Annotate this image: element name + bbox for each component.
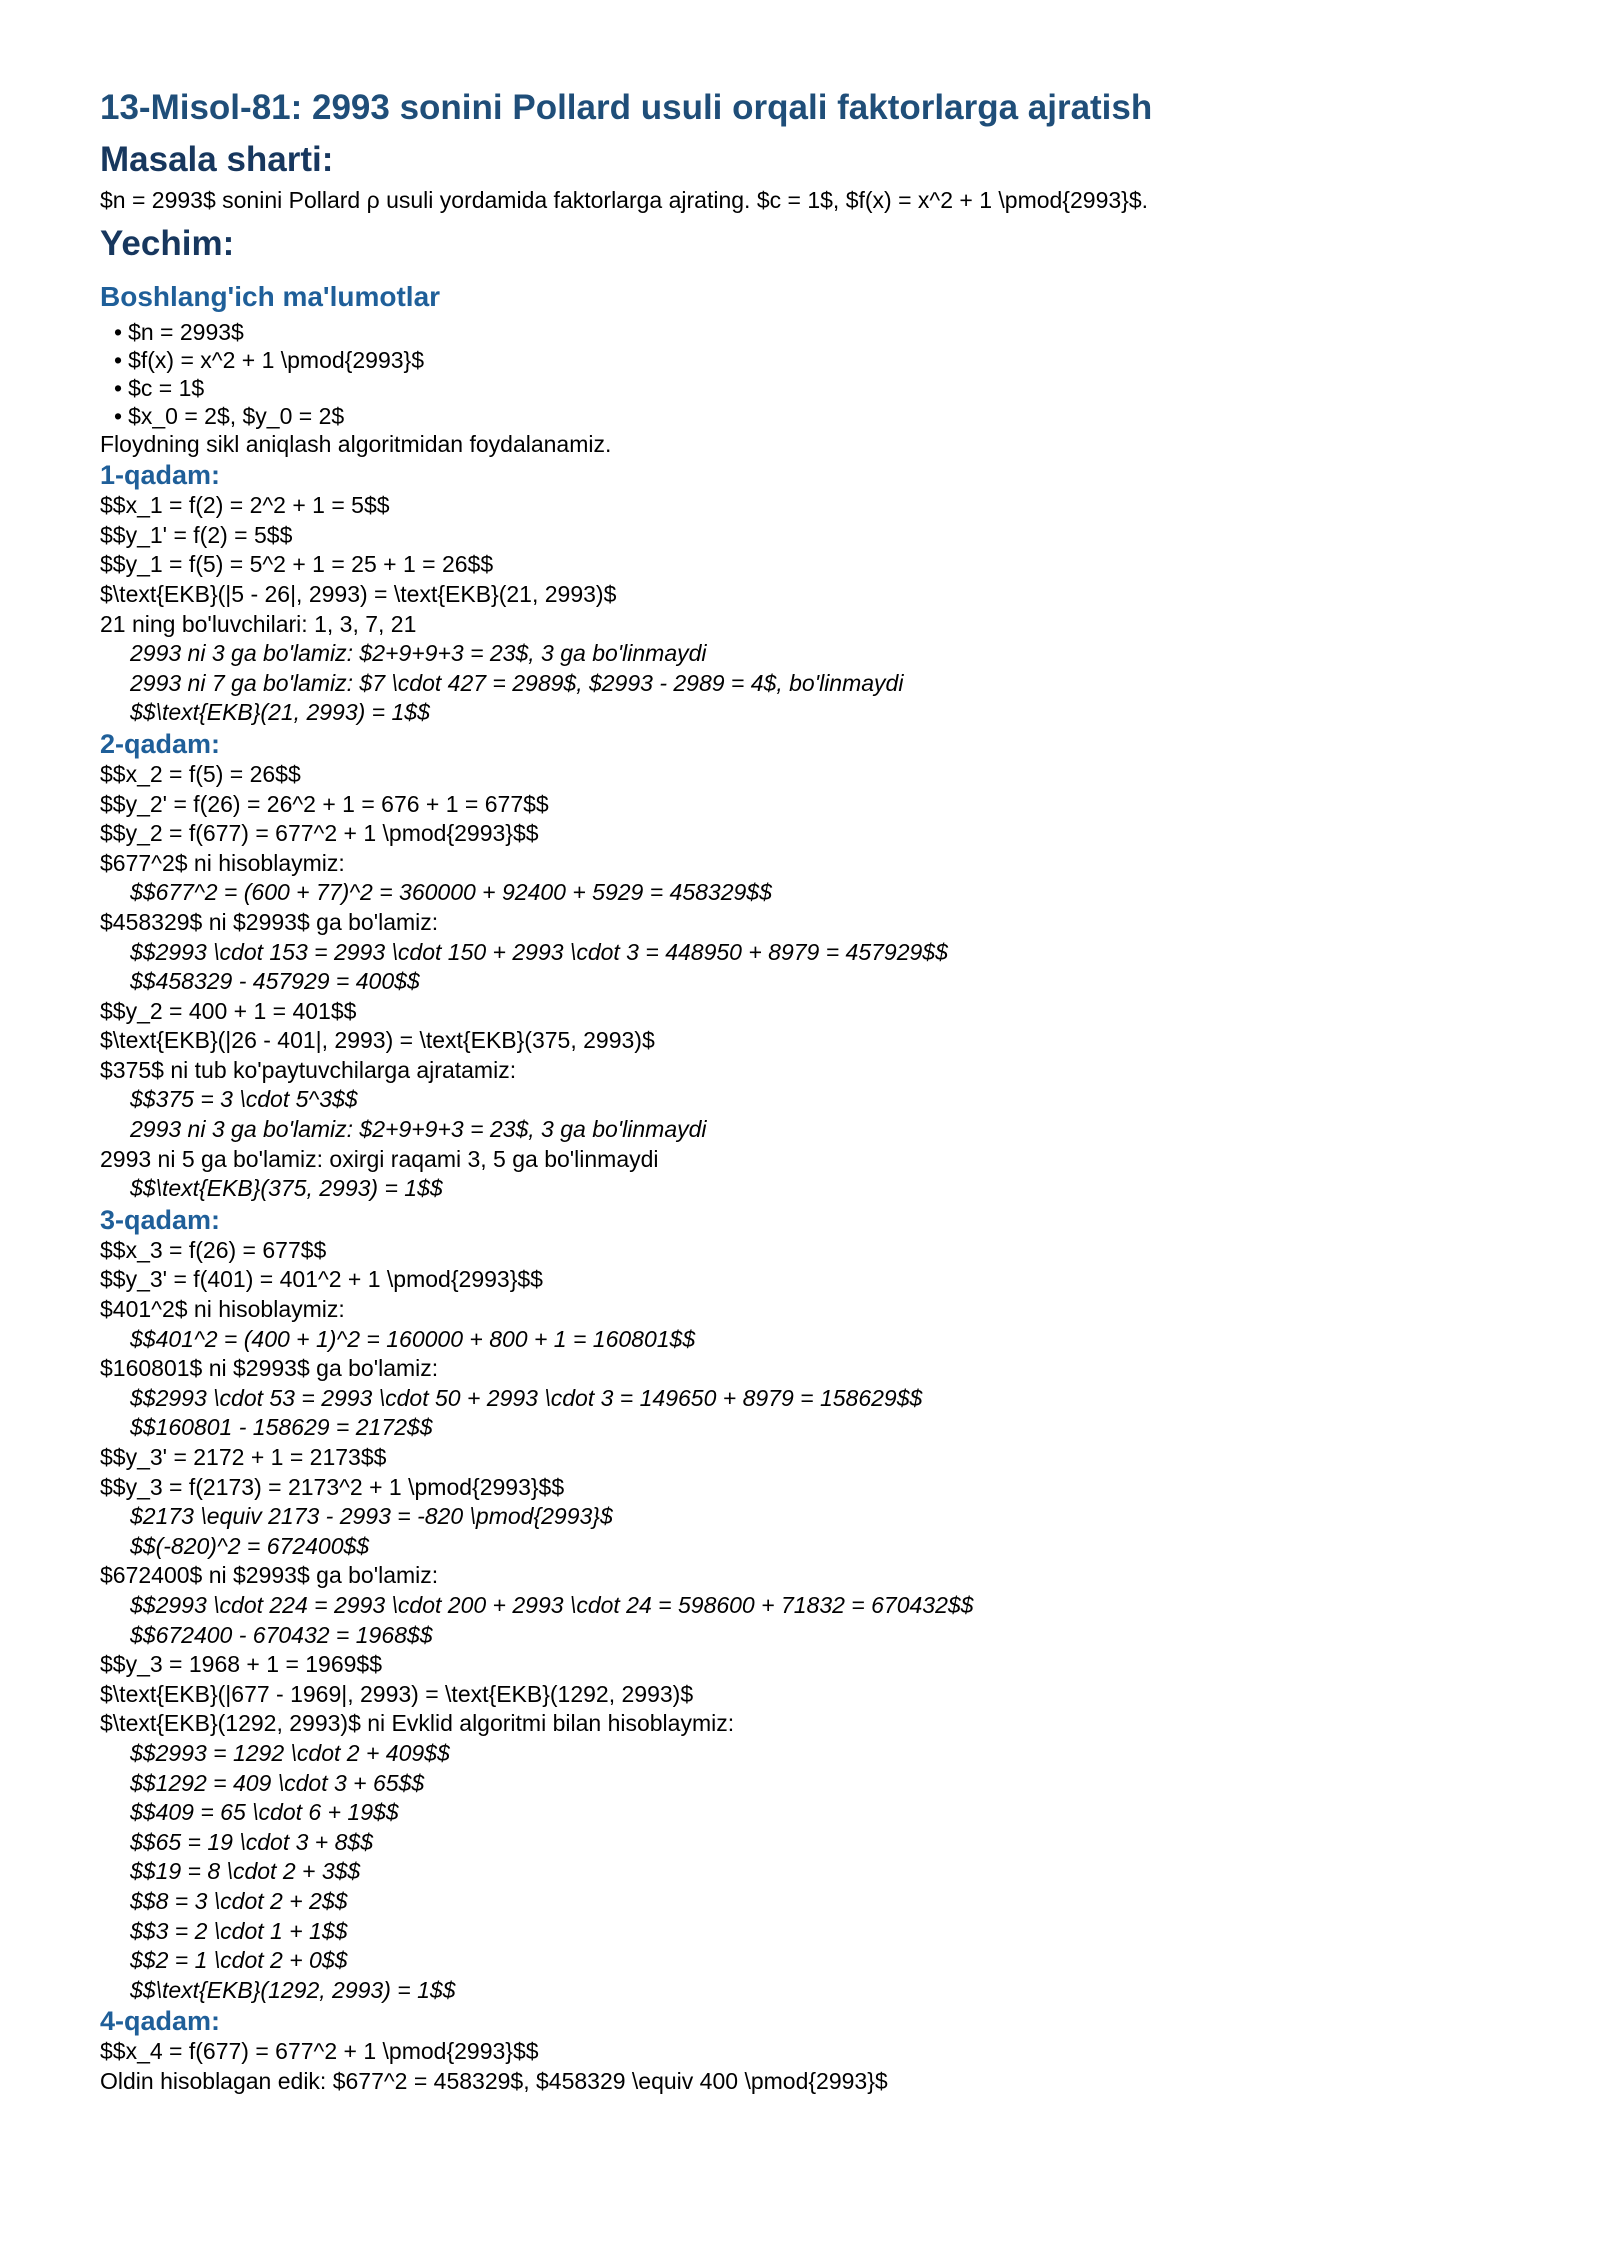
- step-line: $$x_1 = f(2) = 2^2 + 1 = 5$$: [100, 492, 390, 519]
- step-line: $$x_4 = f(677) = 677^2 + 1 \pmod{2993}$$: [100, 2038, 539, 2065]
- step-line: $$\text{EKB}(21, 2993) = 1$$: [130, 699, 430, 726]
- step-line: $$y_1' = f(2) = 5$$: [100, 521, 293, 548]
- initial-data-heading: Boshlang'ich ma'lumotlar: [100, 280, 441, 312]
- step-line: $\text{EKB}(|5 - 26|, 2993) = \text{EKB}(21, 2993)$: [100, 580, 617, 607]
- step-line: $$x_2 = f(5) = 26$$: [100, 760, 301, 787]
- step-line: 2993 ni 5 ga bo'lamiz: oxirgi raqami 3, 5 ga bo'linmaydi: [100, 1145, 659, 1172]
- step-line: $458329$ ni $2993$ ga bo'lamiz:: [100, 908, 439, 935]
- step-line: $\text{EKB}(1292, 2993)$ ni Evklid algoritmi bilan hisoblaymiz:: [100, 1710, 735, 1737]
- step-line: 2993 ni 3 ga bo'lamiz: $2+9+9+3 = 23$, 3 ga bo'linmaydi: [130, 640, 707, 667]
- step-line: $160801$ ni $2993$ ga bo'lamiz:: [100, 1355, 439, 1382]
- step-line: $672400$ ni $2993$ ga bo'lamiz:: [100, 1562, 439, 1589]
- step-line: $$y_3 = f(2173) = 2173^2 + 1 \pmod{2993}$$: [100, 1473, 565, 1500]
- step-line: $$y_2 = f(677) = 677^2 + 1 \pmod{2993}$$: [100, 820, 539, 847]
- step-line: $$672400 - 670432 = 1968$$: [130, 1621, 433, 1648]
- solution-heading: Yechim:: [100, 223, 235, 263]
- algorithm-note: Floydning sikl aniqlash algoritmidan foydalanamiz.: [100, 430, 612, 457]
- step-line: $$y_2 = 400 + 1 = 401$$: [100, 997, 357, 1024]
- problem-statement: $n = 2993$ sonini Pollard ρ usuli yordamida faktorlarga ajrating. $c = 1$, $f(x) = x^2 + 1 \pmod{2993}$.: [100, 187, 1149, 213]
- step-heading: 2-qadam:: [100, 728, 221, 759]
- step-line: Oldin hisoblagan edik: $677^2 = 458329$, $458329 \equiv 400 \pmod{2993}$: [100, 2067, 888, 2094]
- step-line: $$y_3 = 1968 + 1 = 1969$$: [100, 1651, 383, 1678]
- step-line: $$2993 \cdot 224 = 2993 \cdot 200 + 2993 \cdot 24 = 598600 + 71832 = 670432$$: [130, 1591, 974, 1618]
- steps-container: [100, 459, 1500, 2096]
- step-line: $401^2$ ni hisoblaymiz:: [100, 1296, 345, 1323]
- list-item: • $n = 2993$: [114, 318, 1500, 346]
- list-item: • $f(x) = x^2 + 1 \pmod{2993}$: [114, 346, 1500, 374]
- step-line: $$2993 \cdot 53 = 2993 \cdot 50 + 2993 \cdot 3 = 149650 + 8979 = 158629$$: [130, 1384, 923, 1411]
- step-line: $$x_3 = f(26) = 677$$: [100, 1236, 327, 1263]
- step-line: $$2993 \cdot 153 = 2993 \cdot 150 + 2993 \cdot 3 = 448950 + 8979 = 457929$$: [130, 938, 948, 965]
- step-line: $$65 = 19 \cdot 3 + 8$$: [130, 1828, 373, 1855]
- step-line: $$19 = 8 \cdot 2 + 3$$: [130, 1858, 361, 1885]
- step-line: $$3 = 2 \cdot 1 + 1$$: [130, 1917, 348, 1944]
- step-line: $$401^2 = (400 + 1)^2 = 160000 + 800 + 1 = 160801$$: [130, 1325, 696, 1352]
- step-line: $$(-820)^2 = 672400$$: [130, 1532, 370, 1559]
- initial-data-list: [100, 318, 1500, 430]
- step-line: $$y_1 = f(5) = 5^2 + 1 = 25 + 1 = 26$$: [100, 551, 494, 578]
- step-line: 2993 ni 3 ga bo'lamiz: $2+9+9+3 = 23$, 3 ga bo'linmaydi: [130, 1116, 707, 1143]
- step-line: $$2 = 1 \cdot 2 + 0$$: [130, 1947, 348, 1974]
- step-line: $2173 \equiv 2173 - 2993 = -820 \pmod{2993}$: [130, 1503, 613, 1530]
- step-heading: 1-qadam:: [100, 460, 221, 491]
- step-line: $$y_3' = 2172 + 1 = 2173$$: [100, 1444, 387, 1470]
- step-line: $\text{EKB}(|26 - 401|, 2993) = \text{EKB}(375, 2993)$: [100, 1027, 655, 1054]
- document-title: 13-Misol-81: 2993 sonini Pollard usuli orqali faktorlarga ajratish: [100, 88, 1153, 127]
- problem-heading: Masala sharti:: [100, 140, 334, 179]
- step-line: $$458329 - 457929 = 400$$: [130, 968, 420, 995]
- step-line: $$160801 - 158629 = 2172$$: [130, 1414, 433, 1441]
- step-line: $$8 = 3 \cdot 2 + 2$$: [130, 1887, 348, 1914]
- step-line: $$1292 = 409 \cdot 3 + 65$$: [130, 1769, 425, 1796]
- step-line: 2993 ni 7 ga bo'lamiz: $7 \cdot 427 = 2989$, $2993 - 2989 = 4$, bo'linmaydi: [130, 669, 904, 696]
- step-line: $$409 = 65 \cdot 6 + 19$$: [130, 1799, 399, 1826]
- list-item: • $x_0 = 2$, $y_0 = 2$: [114, 402, 1500, 430]
- step-line: $$y_3' = f(401) = 401^2 + 1 \pmod{2993}$$: [100, 1266, 543, 1293]
- step-line: $$y_2' = f(26) = 26^2 + 1 = 676 + 1 = 677$$: [100, 790, 549, 817]
- step-line: $\text{EKB}(|677 - 1969|, 2993) = \text{EKB}(1292, 2993)$: [100, 1680, 694, 1707]
- list-item: • $c = 1$: [114, 374, 1500, 402]
- step-line: $$\text{EKB}(375, 2993) = 1$$: [130, 1175, 443, 1202]
- step-line: 21 ning bo'luvchilari: 1, 3, 7, 21: [100, 610, 417, 637]
- step-line: $$2993 = 1292 \cdot 2 + 409$$: [130, 1739, 450, 1766]
- step-heading: 3-qadam:: [100, 1204, 221, 1235]
- step-line: $$677^2 = (600 + 77)^2 = 360000 + 92400 + 5929 = 458329$$: [130, 879, 772, 906]
- step-heading: 4-qadam:: [100, 2006, 221, 2037]
- step-line: $$\text{EKB}(1292, 2993) = 1$$: [130, 1976, 456, 2003]
- step-line: $$375 = 3 \cdot 5^3$$: [130, 1086, 358, 1113]
- step-line: $677^2$ ni hisoblaymiz:: [100, 849, 345, 876]
- step-line: $375$ ni tub ko'paytuvchilarga ajratamiz:: [100, 1056, 517, 1083]
